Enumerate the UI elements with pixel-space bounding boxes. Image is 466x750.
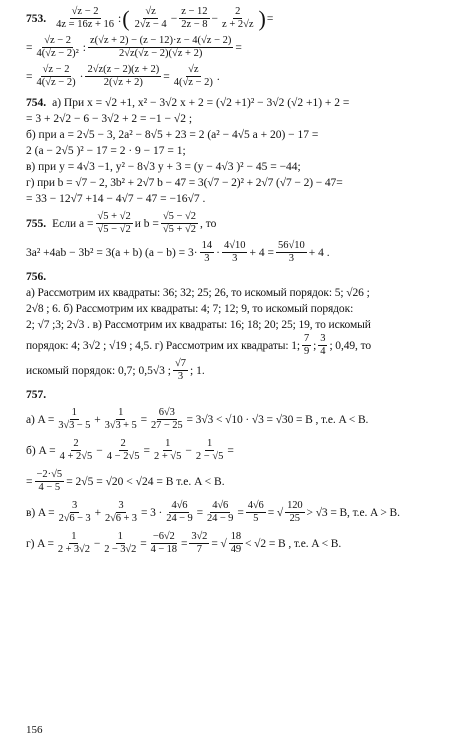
problem-number: 754. <box>26 97 47 109</box>
fraction: $\frac{√5 + √2}{√5 - √2}$ <box>97 211 131 235</box>
p756-line5: искомый порядок: 0,7; 0,5√3 ; $\frac{√7}{3}$ ; 1. <box>26 358 205 382</box>
fraction: $\frac{1}{2 + √5}$ <box>153 438 182 462</box>
p756-heading <box>26 269 452 285</box>
problem-number: 756. <box>26 271 47 283</box>
fraction: $\frac{√z}{4(√z - 2)}$ <box>173 64 213 88</box>
fraction: $\frac{1}{2 - 3√2}$ <box>104 531 137 555</box>
fraction: $\frac{4√6}{5}$ <box>247 500 264 524</box>
fraction: $\frac{3√2}{7}$ <box>191 531 208 555</box>
p755-row2: 3a² +4ab − 3b² = 3(a + b) (a − b) = 3· $\frac{14}{3}$ · $\frac{4√10}{3}$ + 4 = $\frac{56√10}{3}$ + 4 . <box>26 240 330 264</box>
fraction: $\frac{2√z(z - 2)(z + 2)}{2(√z + 2)}$ <box>87 64 160 88</box>
fraction: $\frac{√z - 2}{4z = 16z + 16}$ <box>56 6 115 30</box>
fraction: $\frac{1}{2 - √5}$ <box>195 438 224 462</box>
fraction: $\frac{√z}{2√z - 4}$ <box>134 6 167 30</box>
fraction: $\frac{√z - 2}{\text{4(√z − 2)²}}$ <box>36 35 79 59</box>
p754-line-g2: = 33 − 12√7 +14 − 4√7 − 47 = −16√7 . <box>26 193 206 205</box>
fraction: $\frac{2}{4 + 2√5}$ <box>59 438 93 462</box>
fraction: $\frac{14}{3}$ <box>201 240 213 264</box>
fraction: $\frac{120}{25}$ <box>287 500 303 524</box>
p754-line-v1: в) при y = 4√3 −1, y² − 8√3 y + 3 = (y − 4√3 )² − 45 = −44; <box>26 161 301 173</box>
fraction: $\frac{2}{z + 2√z}$ <box>222 6 254 30</box>
p757-heading <box>26 387 452 403</box>
fraction: $\frac{1}{2 + 3√2}$ <box>57 531 90 555</box>
fraction: $\frac{-2\cdot√5}{4 - 5}$ <box>36 469 63 493</box>
fraction: $\frac{1}{3√3 - 5}$ <box>58 407 91 431</box>
p754-line-a1: 754. а) При x = √2 +1, x² − 3√2 x + 2 = (√2 +1)² − 3√2 (√2 +1) + 2 = <box>26 97 350 109</box>
fraction: $\frac{√5 - √2}{√5 + √2}$ <box>162 211 197 235</box>
fraction: $\frac{4√10}{3}$ <box>223 240 246 264</box>
p757-v: в) A = $\frac{3}{2√6 - 3}$ + $\frac{3}{2√6 + 3}$ = 3 · $\frac{4√6}{24 - 9}$ = $\frac{4√6}{24 - 9}$ = $\frac{4√6}{5}$ = √ $\frac{120}{25}$ > √3 = B, т.е. A > B. <box>26 500 400 524</box>
problem-number: 757. <box>26 389 47 401</box>
p756-line4: порядок: 4; 3√2 ; √19 ; 4,5. г) Рассмотрим их квадраты: 1; $\frac{7}{9}$ ; $\frac{3}{4}$ ; 0,49, то <box>26 333 372 357</box>
p756-line1: а) Рассмотрим их квадраты: 36; 32; 25; 26, то искомый порядок: 5; √26 ; <box>26 287 370 299</box>
fraction: $\frac{4√6}{24 - 9}$ <box>166 500 193 524</box>
p757-b1: б) A = $\frac{2}{4 + 2√5}$ − $\frac{2}{4 - 2√5}$ = $\frac{1}{2 + √5}$ − $\frac{1}{2 - √5}$ = <box>26 438 234 462</box>
p756-line3: 2; √7 ;3; 2√3 . в) Рассмотрим их квадраты: 16; 18; 20; 25; 19, то искомый <box>26 319 371 331</box>
fraction: $\frac{1}{3√3 + 5}$ <box>104 407 137 431</box>
p757-b2: = $\frac{-2\cdot√5}{4 - 5}$ = 2√5 = √20 < √24 = B т.е. A < B. <box>26 469 225 493</box>
p753-row2: = $\frac{√z - 2}{\text{4(√z − 2)²}}$ : $\frac{z(√z + 2) - (z - 12)\cdot z - 4(√z - 2)}{2√z(√z - 2)(√z + 2)}$ = <box>26 35 242 59</box>
p757-a: а) A = $\frac{1}{3√3 - 5}$ + $\frac{1}{3√3 + 5}$ = $\frac{6√3}{27 - 25}$ = 3√3 < √10 · √3 = √30 = B , т.е. A < B. <box>26 407 369 431</box>
fraction: $\frac{2}{4 - 2√5}$ <box>106 438 140 462</box>
fraction: $\frac{3}{2√6 + 3}$ <box>104 500 137 524</box>
problem-number: 753. <box>26 12 47 25</box>
fraction: $\frac{7}{9}$ <box>304 333 310 357</box>
p755-row1: 755. Если a = $\frac{√5 + √2}{√5 - √2}$ и b = $\frac{√5 - √2}{√5 + √2}$ , то <box>26 211 217 235</box>
fraction: $\frac{z(√z + 2) - (z - 12)\cdot z - 4(√z - 2)}{2√z(√z - 2)(√z + 2)}$ <box>89 35 232 59</box>
fraction: $\frac{3}{4}$ <box>320 333 326 357</box>
p756-line2: 2√8 ; 6. б) Рассмотрим их квадраты: 4; 7; 12; 9, то искомый порядок: <box>26 303 354 315</box>
fraction: $\frac{3}{2√6 - 3}$ <box>58 500 91 524</box>
p753-row1: 753. $\frac{√z - 2}{4z = 16z + 16}$ : ( $\frac{√z}{2√z - 4}$ − $\frac{z - 12}{2z - 8}$ − $\frac{2}{z + 2√z}$ ) = <box>26 5 274 31</box>
p754-line-b2: 2 (a − 2√5 )² − 17 = 2 · 9 − 17 = 1; <box>26 145 186 157</box>
fraction: $\frac{4√6}{24 - 9}$ <box>207 500 234 524</box>
fraction: $\frac{6√3}{27 - 25}$ <box>151 407 183 431</box>
p757-g: г) A = $\frac{1}{2 + 3√2}$ − $\frac{1}{2 - 3√2}$ = $\frac{-6√2}{4 - 18}$ = $\frac{3√2}{7}$ = √ $\frac{18}{49}$ < √2 = B , т.е. A < B. <box>26 531 342 555</box>
p754-line-g1: г) при b = √7 − 2, 3b² + 2√7 b − 47 = 3(√7 − 2)² + 2√7 (√7 − 2) − 47= <box>26 177 343 189</box>
p754-line-b1: б) при a = 2√5 − 3, 2a² − 8√5 + 23 = 2 (a² − 4√5 a + 20) − 17 = <box>26 129 319 141</box>
problem-number: 755. <box>26 217 47 230</box>
fraction: $\frac{√z - 2}{4(√z - 2)}$ <box>36 64 76 88</box>
p753-row3: = $\frac{√z - 2}{4(√z - 2)}$ · $\frac{2√z(z - 2)(z + 2)}{2(√z + 2)}$ = $\frac{√z}{4(√z - 2)}$ . <box>26 64 220 88</box>
page-number: 156 <box>26 724 43 736</box>
fraction: $\frac{√7}{3}$ <box>174 358 186 382</box>
fraction: $\frac{56√10}{3}$ <box>277 240 305 264</box>
fraction: $\frac{-6√2}{4 - 18}$ <box>150 531 177 555</box>
fraction: $\frac{z - 12}{2z - 8}$ <box>181 6 208 30</box>
fraction: $\frac{18}{49}$ <box>230 531 242 555</box>
p754-line-a2: = 3 + 2√2 − 6 − 3√2 + 2 = −1 − √2 ; <box>26 113 193 125</box>
